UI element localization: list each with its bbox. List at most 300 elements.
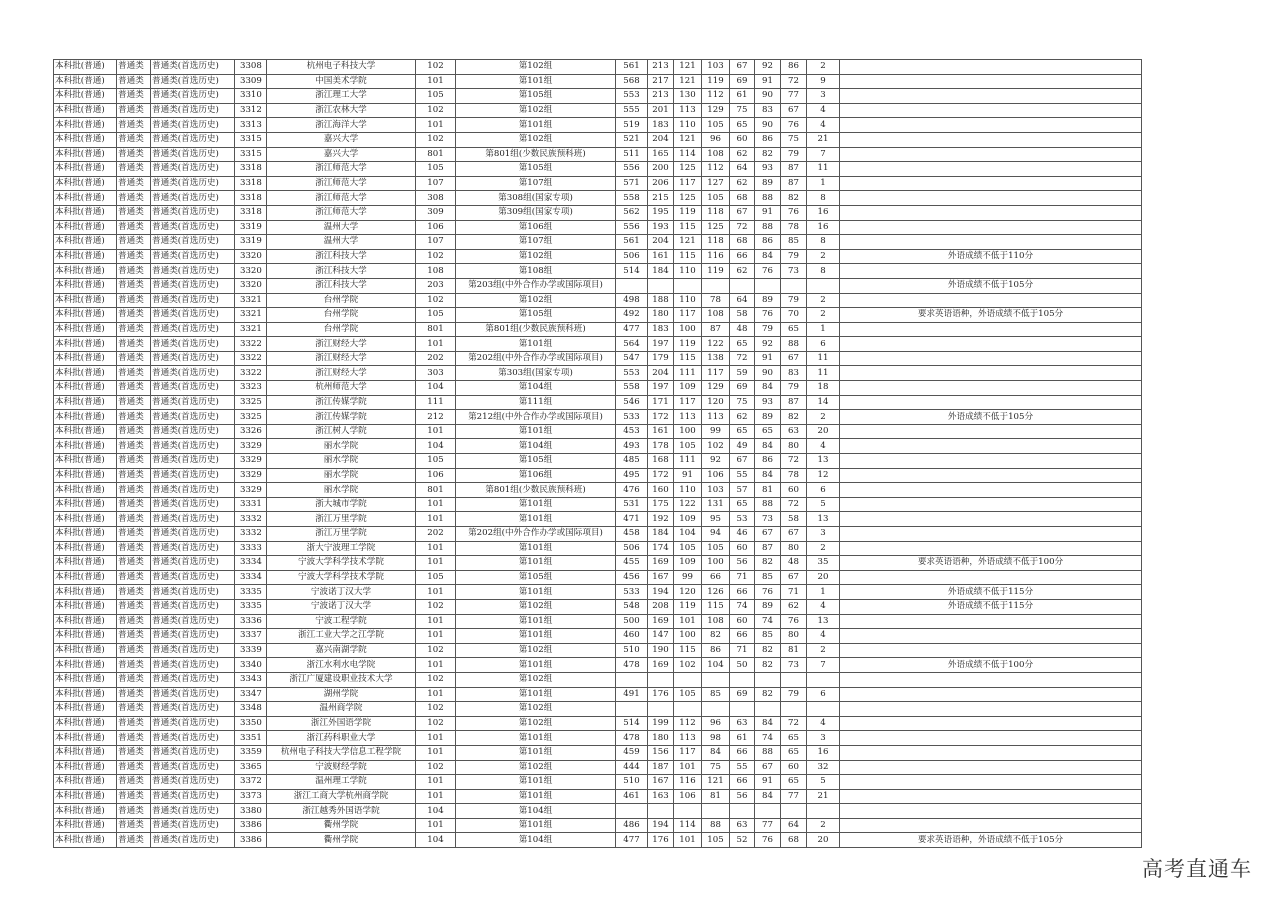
cell-note bbox=[840, 132, 1142, 147]
cell-sub3: 67 bbox=[781, 527, 807, 542]
cell-note bbox=[840, 322, 1142, 337]
cell-school_name: 宁波诺丁汉大学 bbox=[267, 585, 416, 600]
cell-batch: 本科批(普通) bbox=[54, 410, 117, 425]
cell-sub3: 86 bbox=[781, 60, 807, 75]
cell-subject: 普通类(首选历史) bbox=[151, 818, 235, 833]
cell-subject: 普通类(首选历史) bbox=[151, 468, 235, 483]
cell-school_code: 3315 bbox=[235, 147, 267, 162]
cell-sub3: 79 bbox=[781, 147, 807, 162]
cell-note bbox=[840, 512, 1142, 527]
cell-sub2: 84 bbox=[755, 716, 781, 731]
cell-batch: 本科批(普通) bbox=[54, 702, 117, 717]
cell-sub3: 67 bbox=[781, 351, 807, 366]
cell-note bbox=[840, 60, 1142, 75]
cell-group_code: 203 bbox=[416, 278, 456, 293]
cell-subject: 普通类(首选历史) bbox=[151, 527, 235, 542]
cell-foreign: 118 bbox=[702, 205, 730, 220]
cell-school_code: 3321 bbox=[235, 293, 267, 308]
cell-sub1: 62 bbox=[730, 147, 755, 162]
cell-foreign: 96 bbox=[702, 132, 730, 147]
cell-note bbox=[840, 191, 1142, 206]
cell-note bbox=[840, 176, 1142, 191]
cell-school_code: 3315 bbox=[235, 132, 267, 147]
cell-group_code: 101 bbox=[416, 497, 456, 512]
cell-school_code: 3329 bbox=[235, 483, 267, 498]
cell-note bbox=[840, 205, 1142, 220]
cell-count: 8 bbox=[807, 191, 840, 206]
cell-school_code: 3386 bbox=[235, 818, 267, 833]
cell-batch: 本科批(普通) bbox=[54, 483, 117, 498]
cell-chinese: 184 bbox=[648, 264, 674, 279]
cell-batch: 本科批(普通) bbox=[54, 60, 117, 75]
cell-sub2: 65 bbox=[755, 424, 781, 439]
cell-math: 111 bbox=[674, 366, 702, 381]
cell-chinese: 217 bbox=[648, 74, 674, 89]
cell-total: 456 bbox=[616, 570, 648, 585]
cell-group_name: 第309组(国家专项) bbox=[456, 205, 616, 220]
cell-count: 14 bbox=[807, 395, 840, 410]
cell-school_code: 3343 bbox=[235, 672, 267, 687]
cell-batch: 本科批(普通) bbox=[54, 789, 117, 804]
cell-note: 要求英语语种，外语成绩不低于105分 bbox=[840, 833, 1142, 848]
cell-total: 477 bbox=[616, 322, 648, 337]
cell-total bbox=[616, 702, 648, 717]
cell-group_name: 第212组(中外合作办学或国际项目) bbox=[456, 410, 616, 425]
table-row bbox=[54, 337, 1142, 352]
cell-subject: 普通类(首选历史) bbox=[151, 775, 235, 790]
cell-sub2: 82 bbox=[755, 556, 781, 571]
cell-school_name: 浙大宁波理工学院 bbox=[267, 541, 416, 556]
cell-chinese: 171 bbox=[648, 395, 674, 410]
cell-chinese bbox=[648, 672, 674, 687]
cell-group_name: 第102组 bbox=[456, 293, 616, 308]
cell-total: 511 bbox=[616, 147, 648, 162]
cell-subject: 普通类(首选历史) bbox=[151, 614, 235, 629]
table-row bbox=[54, 804, 1142, 819]
cell-total: 553 bbox=[616, 366, 648, 381]
cell-group_code: 101 bbox=[416, 745, 456, 760]
cell-group_code: 111 bbox=[416, 395, 456, 410]
cell-note bbox=[840, 731, 1142, 746]
cell-type: 普通类 bbox=[117, 483, 151, 498]
cell-chinese: 194 bbox=[648, 818, 674, 833]
cell-foreign: 103 bbox=[702, 60, 730, 75]
cell-math: 113 bbox=[674, 103, 702, 118]
cell-sub3: 83 bbox=[781, 366, 807, 381]
cell-total: 471 bbox=[616, 512, 648, 527]
cell-sub2: 86 bbox=[755, 454, 781, 469]
cell-note: 外语成绩不低于105分 bbox=[840, 410, 1142, 425]
cell-batch: 本科批(普通) bbox=[54, 468, 117, 483]
cell-math: 112 bbox=[674, 716, 702, 731]
cell-group_code: 102 bbox=[416, 60, 456, 75]
cell-group_code: 107 bbox=[416, 235, 456, 250]
cell-math: 91 bbox=[674, 468, 702, 483]
cell-sub2: 89 bbox=[755, 599, 781, 614]
cell-chinese: 180 bbox=[648, 731, 674, 746]
cell-count: 18 bbox=[807, 381, 840, 396]
cell-group_code: 101 bbox=[416, 658, 456, 673]
cell-group_name: 第303组(国家专项) bbox=[456, 366, 616, 381]
table-row bbox=[54, 118, 1142, 133]
cell-type: 普通类 bbox=[117, 468, 151, 483]
cell-group_name: 第102组 bbox=[456, 760, 616, 775]
cell-school_name: 台州学院 bbox=[267, 322, 416, 337]
cell-type: 普通类 bbox=[117, 833, 151, 848]
cell-math: 119 bbox=[674, 599, 702, 614]
cell-math: 110 bbox=[674, 293, 702, 308]
cell-type: 普通类 bbox=[117, 249, 151, 264]
cell-sub1: 58 bbox=[730, 308, 755, 323]
cell-chinese: 199 bbox=[648, 716, 674, 731]
cell-math: 105 bbox=[674, 687, 702, 702]
cell-sub2: 84 bbox=[755, 468, 781, 483]
cell-sub2: 89 bbox=[755, 293, 781, 308]
cell-sub1: 65 bbox=[730, 424, 755, 439]
cell-batch: 本科批(普通) bbox=[54, 308, 117, 323]
cell-note bbox=[840, 264, 1142, 279]
cell-math: 121 bbox=[674, 60, 702, 75]
cell-type: 普通类 bbox=[117, 731, 151, 746]
cell-foreign: 127 bbox=[702, 176, 730, 191]
cell-sub2: 84 bbox=[755, 789, 781, 804]
cell-group_name: 第102组 bbox=[456, 103, 616, 118]
cell-sub1: 49 bbox=[730, 439, 755, 454]
cell-sub2: 93 bbox=[755, 162, 781, 177]
cell-count bbox=[807, 278, 840, 293]
cell-subject: 普通类(首选历史) bbox=[151, 103, 235, 118]
cell-math: 100 bbox=[674, 322, 702, 337]
cell-school_code: 3336 bbox=[235, 614, 267, 629]
cell-group_name: 第101组 bbox=[456, 731, 616, 746]
cell-foreign: 125 bbox=[702, 220, 730, 235]
cell-chinese: 204 bbox=[648, 132, 674, 147]
cell-sub3: 58 bbox=[781, 512, 807, 527]
cell-batch: 本科批(普通) bbox=[54, 147, 117, 162]
cell-chinese: 169 bbox=[648, 614, 674, 629]
cell-group_name: 第203组(中外合作办学或国际项目) bbox=[456, 278, 616, 293]
cell-group_code: 101 bbox=[416, 614, 456, 629]
cell-group_name: 第104组 bbox=[456, 833, 616, 848]
cell-group_code: 101 bbox=[416, 775, 456, 790]
cell-subject: 普通类(首选历史) bbox=[151, 147, 235, 162]
cell-total: 461 bbox=[616, 789, 648, 804]
cell-batch: 本科批(普通) bbox=[54, 599, 117, 614]
cell-group_name: 第104组 bbox=[456, 804, 616, 819]
cell-note bbox=[840, 468, 1142, 483]
cell-math: 122 bbox=[674, 497, 702, 512]
cell-math: 109 bbox=[674, 512, 702, 527]
cell-group_code: 104 bbox=[416, 804, 456, 819]
cell-school_name: 台州学院 bbox=[267, 308, 416, 323]
cell-batch: 本科批(普通) bbox=[54, 103, 117, 118]
cell-subject: 普通类(首选历史) bbox=[151, 512, 235, 527]
cell-batch: 本科批(普通) bbox=[54, 249, 117, 264]
cell-sub3: 77 bbox=[781, 89, 807, 104]
cell-group_code: 102 bbox=[416, 672, 456, 687]
cell-math: 113 bbox=[674, 410, 702, 425]
cell-math: 110 bbox=[674, 483, 702, 498]
cell-sub3: 80 bbox=[781, 439, 807, 454]
cell-group_code: 102 bbox=[416, 132, 456, 147]
cell-sub1: 62 bbox=[730, 264, 755, 279]
cell-sub3: 76 bbox=[781, 118, 807, 133]
cell-school_name: 丽水学院 bbox=[267, 483, 416, 498]
table-row bbox=[54, 89, 1142, 104]
cell-sub3: 87 bbox=[781, 162, 807, 177]
cell-school_name: 浙江药科职业大学 bbox=[267, 731, 416, 746]
table-row bbox=[54, 585, 1142, 600]
cell-math: 106 bbox=[674, 789, 702, 804]
cell-school_name: 浙江师范大学 bbox=[267, 176, 416, 191]
cell-sub3: 78 bbox=[781, 220, 807, 235]
cell-math: 117 bbox=[674, 745, 702, 760]
cell-batch: 本科批(普通) bbox=[54, 731, 117, 746]
cell-total: 459 bbox=[616, 745, 648, 760]
table-row bbox=[54, 512, 1142, 527]
cell-sub3: 65 bbox=[781, 731, 807, 746]
cell-subject: 普通类(首选历史) bbox=[151, 454, 235, 469]
cell-note bbox=[840, 702, 1142, 717]
cell-foreign: 81 bbox=[702, 789, 730, 804]
cell-subject: 普通类(首选历史) bbox=[151, 833, 235, 848]
cell-sub3: 79 bbox=[781, 249, 807, 264]
cell-total: 521 bbox=[616, 132, 648, 147]
cell-school_code: 3332 bbox=[235, 512, 267, 527]
cell-group_name: 第105组 bbox=[456, 89, 616, 104]
cell-school_name: 杭州师范大学 bbox=[267, 381, 416, 396]
cell-type: 普通类 bbox=[117, 643, 151, 658]
cell-sub2: 84 bbox=[755, 381, 781, 396]
cell-math: 125 bbox=[674, 162, 702, 177]
cell-type: 普通类 bbox=[117, 235, 151, 250]
cell-type: 普通类 bbox=[117, 191, 151, 206]
cell-note bbox=[840, 789, 1142, 804]
cell-foreign: 113 bbox=[702, 410, 730, 425]
cell-group_name: 第111组 bbox=[456, 395, 616, 410]
cell-total: 531 bbox=[616, 497, 648, 512]
cell-school_name: 嘉兴大学 bbox=[267, 132, 416, 147]
cell-school_code: 3351 bbox=[235, 731, 267, 746]
cell-sub1: 66 bbox=[730, 629, 755, 644]
cell-sub1: 64 bbox=[730, 162, 755, 177]
cell-count: 2 bbox=[807, 249, 840, 264]
cell-sub2: 77 bbox=[755, 818, 781, 833]
cell-sub3: 62 bbox=[781, 599, 807, 614]
cell-sub2: 89 bbox=[755, 176, 781, 191]
table-row bbox=[54, 454, 1142, 469]
cell-subject: 普通类(首选历史) bbox=[151, 322, 235, 337]
cell-group_name: 第101组 bbox=[456, 74, 616, 89]
cell-math: 125 bbox=[674, 191, 702, 206]
cell-chinese: 183 bbox=[648, 322, 674, 337]
cell-school_name: 丽水学院 bbox=[267, 439, 416, 454]
cell-sub1: 69 bbox=[730, 74, 755, 89]
cell-sub1: 56 bbox=[730, 556, 755, 571]
cell-chinese: 176 bbox=[648, 687, 674, 702]
cell-subject: 普通类(首选历史) bbox=[151, 439, 235, 454]
cell-sub2: 88 bbox=[755, 191, 781, 206]
cell-note bbox=[840, 614, 1142, 629]
cell-subject: 普通类(首选历史) bbox=[151, 483, 235, 498]
cell-subject: 普通类(首选历史) bbox=[151, 424, 235, 439]
cell-sub1: 46 bbox=[730, 527, 755, 542]
cell-batch: 本科批(普通) bbox=[54, 818, 117, 833]
table-row bbox=[54, 556, 1142, 571]
cell-batch: 本科批(普通) bbox=[54, 527, 117, 542]
cell-sub3: 75 bbox=[781, 132, 807, 147]
table-row bbox=[54, 818, 1142, 833]
cell-count: 3 bbox=[807, 89, 840, 104]
cell-foreign: 98 bbox=[702, 731, 730, 746]
cell-group_code: 104 bbox=[416, 439, 456, 454]
cell-total: 514 bbox=[616, 264, 648, 279]
cell-chinese: 168 bbox=[648, 454, 674, 469]
cell-math: 115 bbox=[674, 643, 702, 658]
cell-total: 558 bbox=[616, 381, 648, 396]
cell-school_name: 温州商学院 bbox=[267, 702, 416, 717]
cell-foreign: 78 bbox=[702, 293, 730, 308]
cell-total: 498 bbox=[616, 293, 648, 308]
cell-group_name: 第101组 bbox=[456, 337, 616, 352]
cell-chinese: 167 bbox=[648, 775, 674, 790]
cell-type: 普通类 bbox=[117, 337, 151, 352]
cell-sub1 bbox=[730, 702, 755, 717]
cell-count: 1 bbox=[807, 176, 840, 191]
cell-count: 6 bbox=[807, 687, 840, 702]
cell-math: 119 bbox=[674, 205, 702, 220]
cell-type: 普通类 bbox=[117, 497, 151, 512]
cell-school_code: 3319 bbox=[235, 220, 267, 235]
cell-chinese: 194 bbox=[648, 585, 674, 600]
cell-group_code: 801 bbox=[416, 483, 456, 498]
table-row bbox=[54, 527, 1142, 542]
cell-note bbox=[840, 74, 1142, 89]
cell-sub3: 65 bbox=[781, 745, 807, 760]
cell-sub2: 74 bbox=[755, 731, 781, 746]
cell-school_code: 3373 bbox=[235, 789, 267, 804]
cell-note bbox=[840, 672, 1142, 687]
cell-group_code: 101 bbox=[416, 424, 456, 439]
cell-school_code: 3323 bbox=[235, 381, 267, 396]
table-row bbox=[54, 731, 1142, 746]
cell-chinese: 192 bbox=[648, 512, 674, 527]
cell-foreign: 105 bbox=[702, 118, 730, 133]
table-row bbox=[54, 833, 1142, 848]
table-row bbox=[54, 789, 1142, 804]
cell-total: 519 bbox=[616, 118, 648, 133]
cell-sub3: 71 bbox=[781, 585, 807, 600]
cell-group_name: 第308组(国家专项) bbox=[456, 191, 616, 206]
cell-foreign bbox=[702, 278, 730, 293]
table-row bbox=[54, 643, 1142, 658]
table-row bbox=[54, 381, 1142, 396]
cell-batch: 本科批(普通) bbox=[54, 118, 117, 133]
cell-sub1: 60 bbox=[730, 132, 755, 147]
cell-group_name: 第101组 bbox=[456, 818, 616, 833]
cell-note bbox=[840, 103, 1142, 118]
cell-school_code: 3325 bbox=[235, 395, 267, 410]
table-row bbox=[54, 191, 1142, 206]
cell-group_name: 第101组 bbox=[456, 556, 616, 571]
cell-count: 11 bbox=[807, 162, 840, 177]
cell-math: 104 bbox=[674, 527, 702, 542]
cell-foreign: 119 bbox=[702, 74, 730, 89]
cell-chinese: 206 bbox=[648, 176, 674, 191]
table-row bbox=[54, 351, 1142, 366]
cell-count: 2 bbox=[807, 818, 840, 833]
cell-group_code: 106 bbox=[416, 468, 456, 483]
cell-group_name: 第801组(少数民族预科班) bbox=[456, 147, 616, 162]
cell-chinese: 197 bbox=[648, 337, 674, 352]
cell-subject: 普通类(首选历史) bbox=[151, 74, 235, 89]
cell-chinese: 195 bbox=[648, 205, 674, 220]
cell-sub3: 68 bbox=[781, 833, 807, 848]
cell-subject: 普通类(首选历史) bbox=[151, 162, 235, 177]
cell-school_name: 浙江树人学院 bbox=[267, 424, 416, 439]
cell-count: 11 bbox=[807, 351, 840, 366]
cell-type: 普通类 bbox=[117, 775, 151, 790]
cell-foreign: 106 bbox=[702, 468, 730, 483]
cell-sub2: 92 bbox=[755, 60, 781, 75]
cell-sub1: 56 bbox=[730, 789, 755, 804]
cell-group_name: 第104组 bbox=[456, 381, 616, 396]
cell-count bbox=[807, 804, 840, 819]
cell-count: 2 bbox=[807, 293, 840, 308]
cell-type: 普通类 bbox=[117, 60, 151, 75]
cell-school_code: 3309 bbox=[235, 74, 267, 89]
cell-type: 普通类 bbox=[117, 629, 151, 644]
cell-note bbox=[840, 760, 1142, 775]
cell-chinese: 169 bbox=[648, 556, 674, 571]
cell-sub3: 79 bbox=[781, 293, 807, 308]
cell-sub3 bbox=[781, 804, 807, 819]
cell-group_name: 第101组 bbox=[456, 687, 616, 702]
cell-note: 外语成绩不低于110分 bbox=[840, 249, 1142, 264]
cell-sub1: 74 bbox=[730, 599, 755, 614]
cell-math: 100 bbox=[674, 424, 702, 439]
cell-total: 493 bbox=[616, 439, 648, 454]
cell-type: 普通类 bbox=[117, 381, 151, 396]
cell-type: 普通类 bbox=[117, 162, 151, 177]
cell-group_name: 第102组 bbox=[456, 132, 616, 147]
cell-batch: 本科批(普通) bbox=[54, 439, 117, 454]
cell-type: 普通类 bbox=[117, 176, 151, 191]
cell-school_name: 宁波大学科学技术学院 bbox=[267, 556, 416, 571]
cell-count: 20 bbox=[807, 570, 840, 585]
cell-total: 492 bbox=[616, 308, 648, 323]
cell-group_name: 第106组 bbox=[456, 468, 616, 483]
cell-total: 568 bbox=[616, 74, 648, 89]
cell-sub3: 48 bbox=[781, 556, 807, 571]
cell-note: 外语成绩不低于105分 bbox=[840, 278, 1142, 293]
cell-school_code: 3322 bbox=[235, 366, 267, 381]
cell-note: 要求英语语种，外语成绩不低于105分 bbox=[840, 308, 1142, 323]
cell-note bbox=[840, 337, 1142, 352]
cell-sub2: 83 bbox=[755, 103, 781, 118]
cell-subject: 普通类(首选历史) bbox=[151, 351, 235, 366]
cell-type: 普通类 bbox=[117, 512, 151, 527]
cell-math: 101 bbox=[674, 760, 702, 775]
cell-type: 普通类 bbox=[117, 410, 151, 425]
cell-subject: 普通类(首选历史) bbox=[151, 191, 235, 206]
cell-sub1: 61 bbox=[730, 89, 755, 104]
cell-foreign: 105 bbox=[702, 541, 730, 556]
cell-note bbox=[840, 629, 1142, 644]
cell-foreign: 94 bbox=[702, 527, 730, 542]
cell-math: 117 bbox=[674, 308, 702, 323]
cell-count: 16 bbox=[807, 745, 840, 760]
